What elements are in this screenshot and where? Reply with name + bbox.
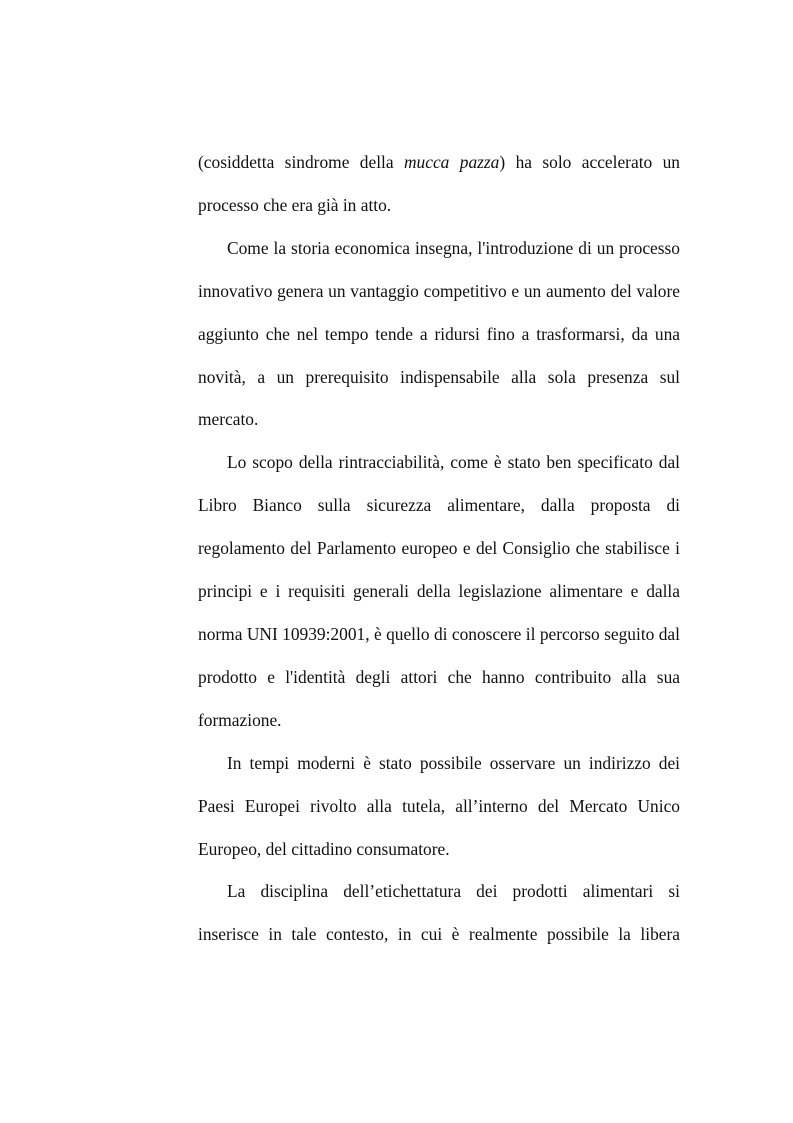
paragraph: In tempi moderni è stato possibile osservare un indirizzo dei Paesi Europei rivolto alla tutela, all’interno del Mercato Unico Europeo, del cittadino consumatore. xyxy=(198,752,680,859)
paragraph: La disciplina dell’etichettatura dei prodotti alimentari si inserisce in tale contesto, in cui è realmente possibile la libera xyxy=(198,881,680,945)
paragraph-text-before-italic: (cosiddetta sindrome della xyxy=(198,152,404,172)
italic-term: mucca pazza xyxy=(403,152,500,172)
paragraph-text-after-italic: ) ha solo accelerato un processo che era già in atto. xyxy=(198,152,680,215)
paragraph-continued xyxy=(198,141,680,227)
body-text xyxy=(198,141,680,956)
paragraph: Lo scopo della rintracciabilità, come è stato ben specificato dal Libro Bianco sulla sicurezza alimentare, dalla proposta di regolamento del Parlamento europeo e del Consiglio che stabilisce i principi e i requisiti generali della legislazione alimentare e dalla norma UNI 10939:2001, è quello di conoscere il percorso seguito dal prodotto e l'identità degli attori che hanno contribuito alla sua formazione. xyxy=(198,452,680,730)
paragraph: Come la storia economica insegna, l'introduzione di un processo innovativo genera un vantaggio competitivo e un aumento del valore aggiunto che nel tempo tende a ridursi fino a trasformarsi, da una novità, a un prerequisito indispensabile alla sola presenza sul mercato. xyxy=(198,237,680,430)
